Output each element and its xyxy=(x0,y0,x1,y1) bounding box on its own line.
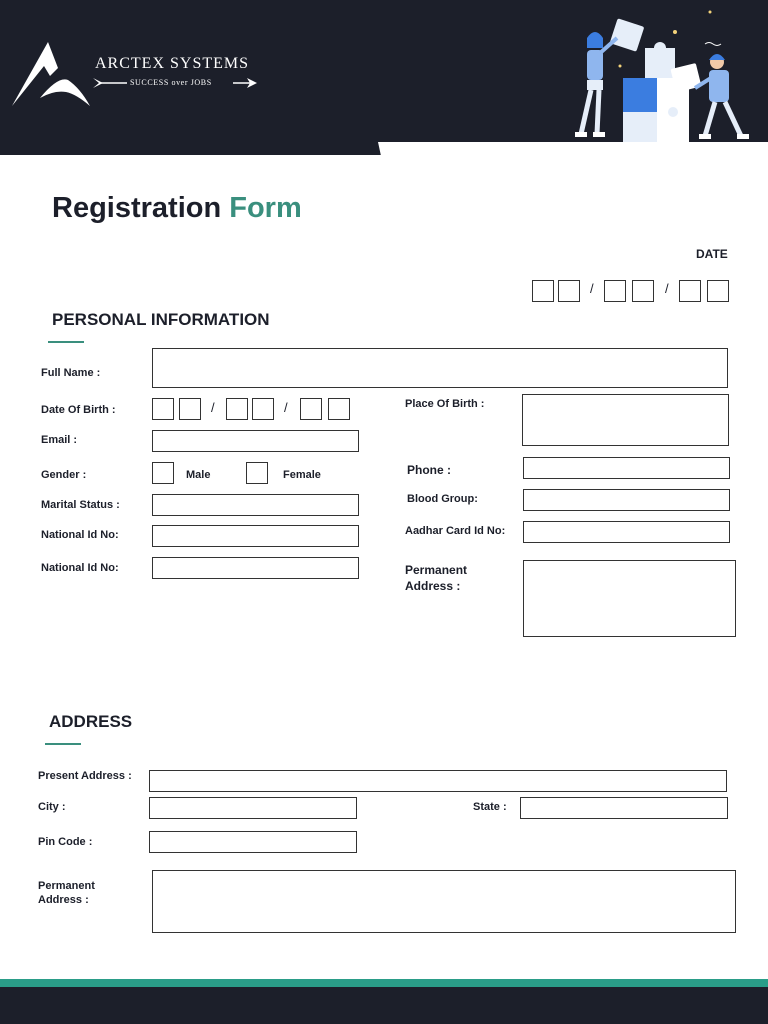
section-divider xyxy=(48,341,84,343)
dob-separator: / xyxy=(211,400,215,415)
dob-year-digit-1[interactable] xyxy=(300,398,322,420)
permanent-address-input[interactable] xyxy=(523,560,736,637)
dob-label: Date Of Birth : xyxy=(41,404,116,416)
present-address-input[interactable] xyxy=(149,770,727,792)
permanent-address-label-line2: Address : xyxy=(405,579,461,593)
phone-input[interactable] xyxy=(523,457,730,479)
permanent-address-label-line1: Permanent xyxy=(405,563,468,577)
date-day-digit-2[interactable] xyxy=(558,280,580,302)
state-label: State : xyxy=(473,801,507,813)
dob-separator: / xyxy=(284,400,288,415)
aadhar-label: Aadhar Card Id No: xyxy=(405,525,506,537)
blood-group-label: Blood Group: xyxy=(407,493,478,505)
brand-tagline: SUCCESS over JOBS xyxy=(130,78,212,87)
dob-month-digit-1[interactable] xyxy=(226,398,248,420)
place-of-birth-label: Place Of Birth : xyxy=(405,398,485,410)
city-label: City : xyxy=(38,801,66,813)
dob-day-digit-2[interactable] xyxy=(179,398,201,420)
date-label: DATE xyxy=(696,247,728,261)
gender-male-checkbox[interactable] xyxy=(152,462,174,484)
date-month-digit-2[interactable] xyxy=(632,280,654,302)
puzzle-illustration xyxy=(565,4,760,142)
personal-info-heading: PERSONAL INFORMATION xyxy=(52,310,270,329)
full-name-label: Full Name : xyxy=(41,367,101,379)
address-permanent-label-line2: Address : xyxy=(38,894,89,906)
date-year-digit-1[interactable] xyxy=(679,280,701,302)
address-heading: ADDRESS xyxy=(49,712,133,731)
footer-bar xyxy=(0,987,768,1024)
address-permanent-label xyxy=(38,879,95,907)
male-label: Male xyxy=(186,469,211,481)
date-separator: / xyxy=(665,281,669,296)
address-permanent-input[interactable] xyxy=(152,870,736,933)
section-divider xyxy=(45,743,81,745)
phone-label: Phone : xyxy=(407,463,451,477)
date-month-digit-1[interactable] xyxy=(604,280,626,302)
female-label: Female xyxy=(283,469,321,481)
marital-status-label: Marital Status : xyxy=(41,499,120,511)
national-id-label-2: National Id No: xyxy=(41,562,119,574)
date-day-digit-1[interactable] xyxy=(532,280,554,302)
gender-female-checkbox[interactable] xyxy=(246,462,268,484)
date-separator: / xyxy=(590,281,594,296)
dob-year-digit-2[interactable] xyxy=(328,398,350,420)
email-label: Email : xyxy=(41,434,78,446)
permanent-address-label xyxy=(405,562,467,594)
national-id-input[interactable] xyxy=(152,525,359,547)
page-title xyxy=(52,192,302,225)
pin-code-label: Pin Code : xyxy=(38,836,93,848)
dob-day-digit-1[interactable] xyxy=(152,398,174,420)
blood-group-input[interactable] xyxy=(523,489,730,511)
present-address-label: Present Address : xyxy=(38,770,132,782)
city-input[interactable] xyxy=(149,797,357,819)
national-id-input-2[interactable] xyxy=(152,557,359,579)
state-input[interactable] xyxy=(520,797,728,819)
national-id-label: National Id No: xyxy=(41,529,119,541)
footer-accent-line xyxy=(0,979,768,987)
address-permanent-label-line1: Permanent xyxy=(38,880,95,892)
brand-name: ARCTEX SYSTEMS xyxy=(95,55,250,72)
email-input[interactable] xyxy=(152,430,359,452)
pin-code-input[interactable] xyxy=(149,831,357,853)
marital-status-input[interactable] xyxy=(152,494,359,516)
full-name-input[interactable] xyxy=(152,348,728,388)
dob-month-digit-2[interactable] xyxy=(252,398,274,420)
header-cut xyxy=(378,142,768,156)
gender-label: Gender : xyxy=(41,469,87,481)
aadhar-input[interactable] xyxy=(523,521,730,543)
title-main: Registration xyxy=(52,192,222,224)
logo-mark-icon xyxy=(10,40,92,108)
place-of-birth-input[interactable] xyxy=(522,394,729,446)
date-year-digit-2[interactable] xyxy=(707,280,729,302)
title-accent: Form xyxy=(229,192,302,224)
